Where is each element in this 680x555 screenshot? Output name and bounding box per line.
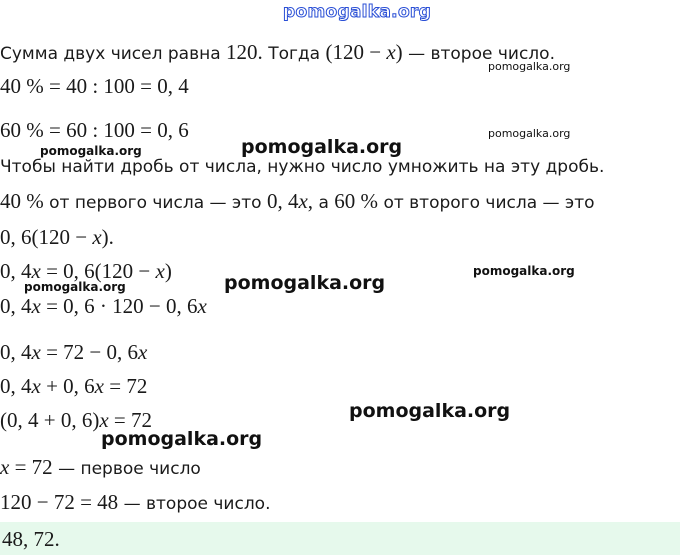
equation-expand: 0, 4x = 0, 6 · 120 − 0, 6x — [0, 294, 207, 318]
sentence-sum: Сумма двух чисел равна 120. Тогда (120 − x) — второе число. — [0, 40, 555, 64]
result-first-number: x = 72 — первое число — [0, 455, 201, 479]
equation-simplify: 0, 4x = 72 − 0, 6x — [0, 340, 148, 364]
equation-collect: 0, 4x + 0, 6x = 72 — [0, 374, 148, 398]
watermark: pomogalka.org — [241, 136, 403, 158]
watermark: pomogalka.org — [349, 400, 511, 422]
expression-second-part: 0, 6(120 − x). — [0, 225, 114, 249]
answer-box — [0, 522, 680, 555]
rule-sentence: Чтобы найти дробь от числа, нужно число умножить на эту дробь. — [0, 157, 605, 177]
equation-setup: 0, 4x = 0, 6(120 − x) — [0, 259, 172, 283]
result-second-number: 120 − 72 = 48 — второе число. — [0, 490, 271, 514]
watermark-header: pomogalka.org — [283, 2, 432, 22]
equation-60-percent: 60 % = 60 : 100 = 0, 6 — [0, 118, 189, 142]
equation-factor: (0, 4 + 0, 6)x = 72 — [0, 408, 153, 432]
sentence-parts: 40 % от первого числа — это 0, 4x, а 60 % от второго числа — это — [0, 189, 595, 213]
watermark: pomogalka.org — [40, 144, 142, 158]
watermark: pomogalka.org — [24, 280, 126, 294]
watermark: pomogalka.org — [224, 272, 386, 294]
watermark: pomogalka.org — [473, 264, 575, 278]
watermark: pomogalka.org — [101, 428, 263, 450]
watermark: pomogalka.org — [488, 60, 571, 73]
watermark: pomogalka.org — [488, 127, 571, 140]
equation-40-percent: 40 % = 40 : 100 = 0, 4 — [0, 74, 189, 98]
answer-text: 48, 72. — [2, 527, 60, 551]
